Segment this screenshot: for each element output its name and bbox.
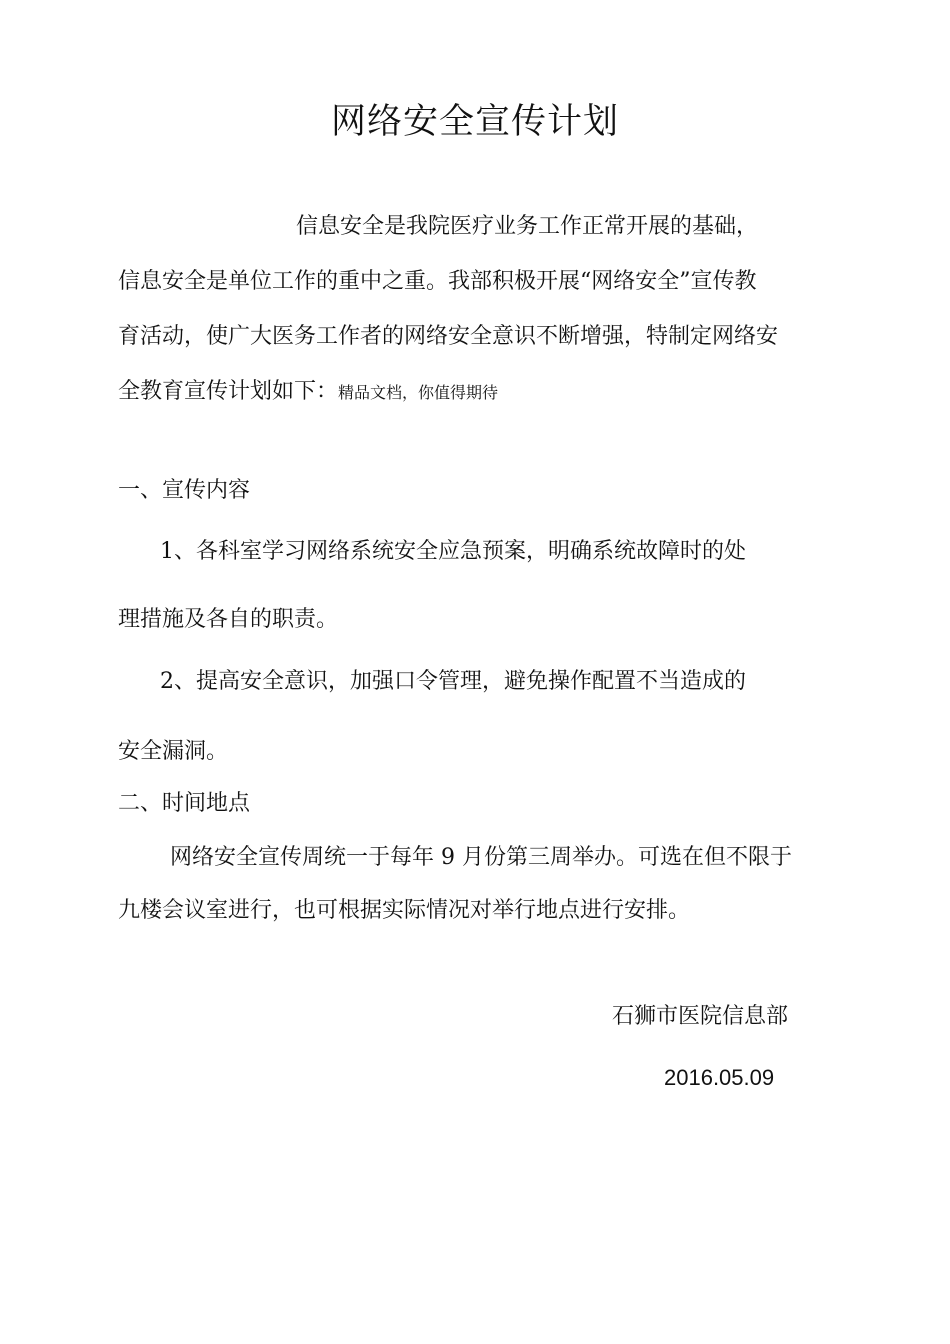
section1-heading: 一、宣传内容 <box>118 478 251 503</box>
intro-line-1: 信息安全是我院医疗业务工作正常开展的基础， <box>296 214 759 239</box>
section2-line1: 网络安全宣传周统一于每年 9 月份第三周举办。可选在但不限于 <box>170 845 792 870</box>
intro-note: 精品文档，你值得期待 <box>338 383 499 402</box>
intro-line-2: 信息安全是单位工作的重中之重。我部积极开展“网络安全”宣传教 <box>118 269 757 294</box>
section1-item2-line2: 安全漏洞。 <box>118 739 229 764</box>
intro-line-4-text: 全教育宣传计划如下： <box>118 379 339 404</box>
document-title: 网络安全宣传计划 <box>330 102 619 142</box>
intro-line-4 <box>118 377 498 408</box>
section1-item1-line2: 理措施及各自的职责。 <box>118 607 339 632</box>
signature-organization: 石狮市医院信息部 <box>612 1004 789 1029</box>
intro-line-3: 育活动，使广大医务工作者的网络安全意识不断增强，特制定网络安 <box>118 324 779 349</box>
section1-item1-line1: 1、各科室学习网络系统安全应急预案，明确系统故障时的处 <box>160 539 746 564</box>
section2-line2: 九楼会议室进行，也可根据实际情况对举行地点进行安排。 <box>118 898 691 923</box>
signature-date: 2016.05.09 <box>664 1065 775 1090</box>
section1-item2-line1: 2、提高安全意识，加强口令管理，避免操作配置不当造成的 <box>160 669 746 694</box>
section2-heading: 二、时间地点 <box>118 791 251 816</box>
